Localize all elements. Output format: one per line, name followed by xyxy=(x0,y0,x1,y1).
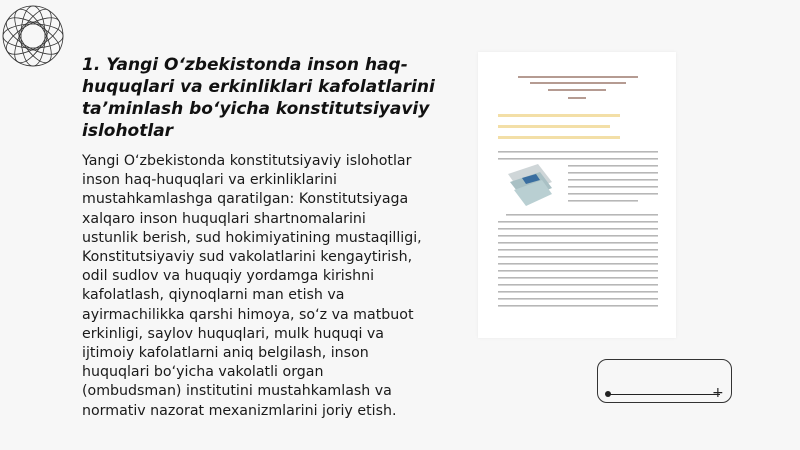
slide-heading: 1. Yangi O‘zbekistonda inson haq-huquqlari va erkinliklari kafolatlarini ta’minlash bo‘yicha konstitutsiyaviy islohotlar xyxy=(82,55,435,141)
slider-start-dot[interactable] xyxy=(605,391,611,397)
playback-slider[interactable] xyxy=(597,359,732,403)
document-preview xyxy=(478,52,676,338)
circular-ornament-icon xyxy=(0,0,80,80)
book-stack-icon xyxy=(508,164,552,206)
slide-body-text: Yangi O‘zbekistonda konstitutsiyaviy islohotlar inson haq-huquqlari va erkinliklarini mustahkamlashga qaratilgan: Konstitutsiyaga xalqaro inson huquqlari shartnomalarini ustunlik berish, sud hokimiyatining mustaqilligi, Konstitutsiyaviy sud vakolatlarini kengaytirish, odil sudlov va huquqiy yordamga kirishni kafolatlash, qiynoqlarni man etish va ayirmachilikka qarshi himoya, so‘z va matbuot erkinligi, saylov huquqlari, mulk huquqi va ijtimoiy kafolatlarni aniq belgilash, inson huquqlari bo‘yicha vakolatli organ (ombudsman) institutini mustahkamlash va normativ nazorat mexanizmlarini joriy etish. xyxy=(82,153,422,419)
plus-icon[interactable]: + xyxy=(712,385,724,401)
slider-track[interactable] xyxy=(608,394,720,395)
document-page-illustration xyxy=(478,52,676,338)
